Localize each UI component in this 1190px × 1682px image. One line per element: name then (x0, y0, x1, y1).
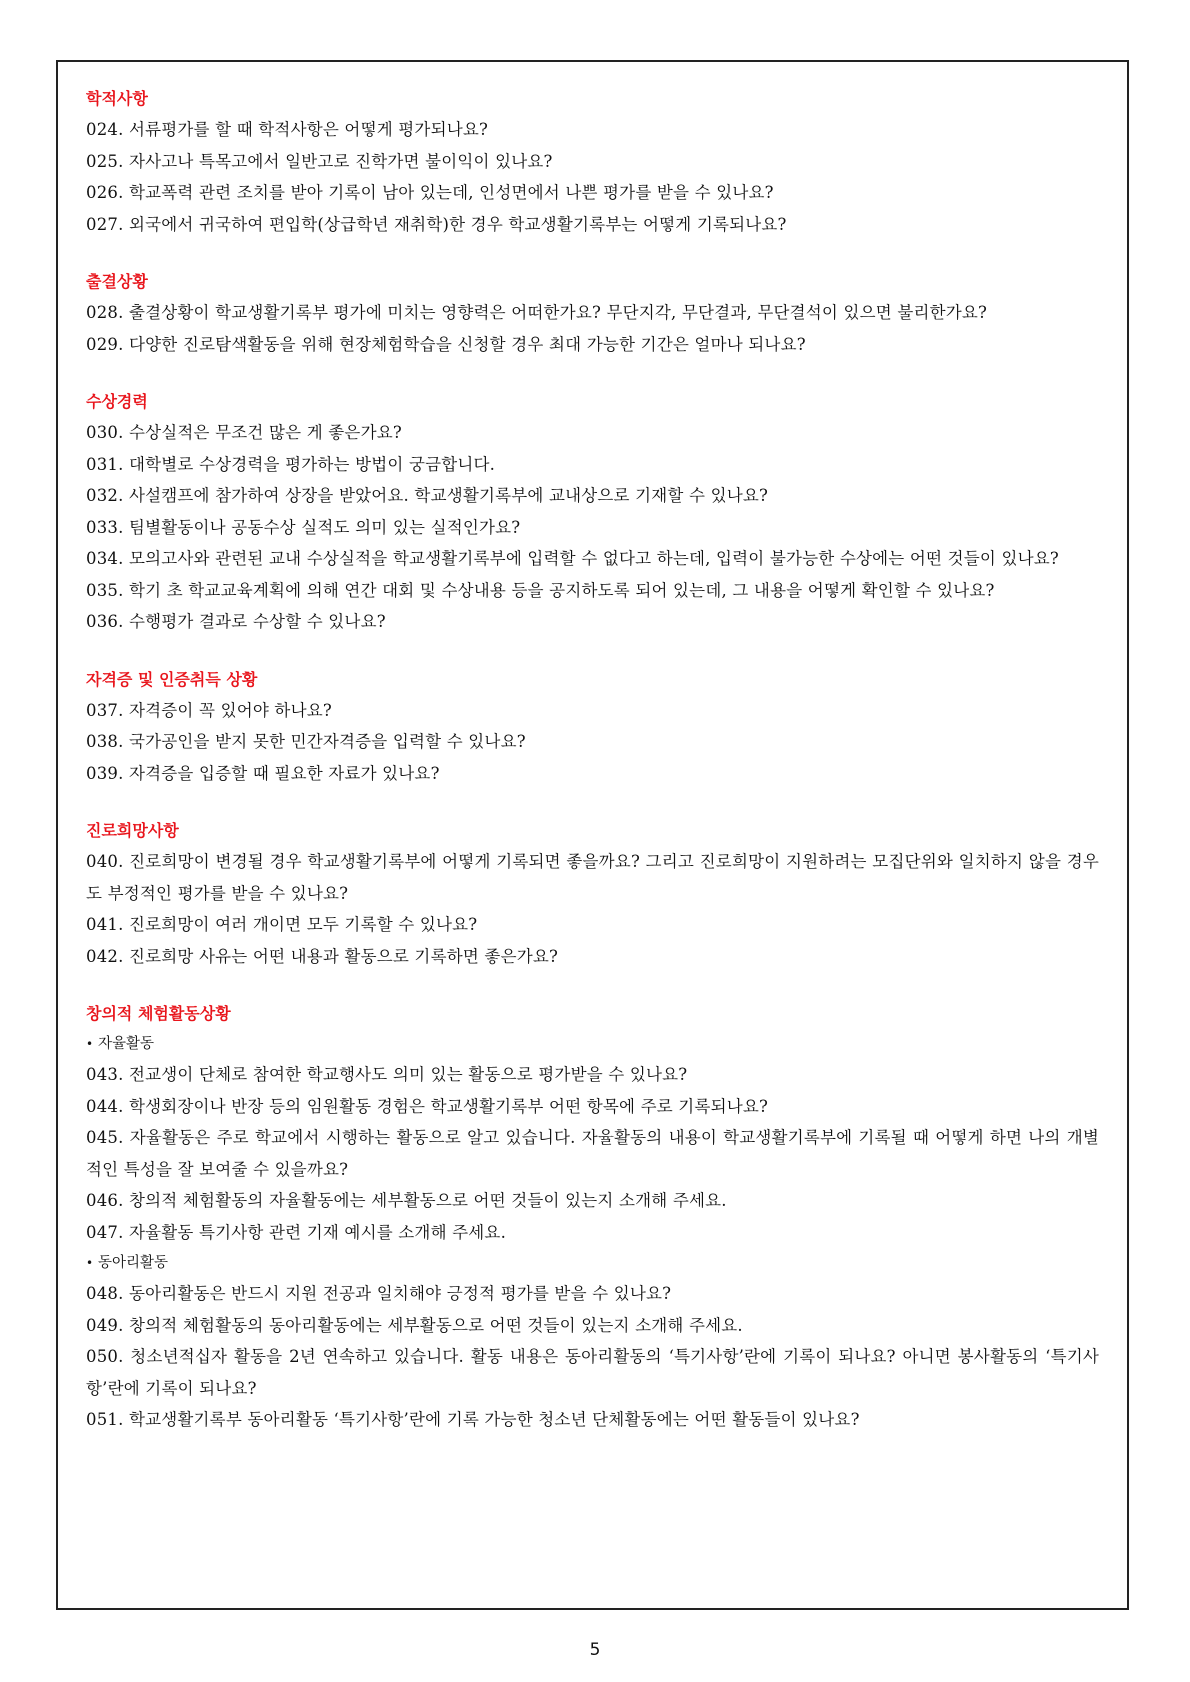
question-item: 039. 자격증을 입증할 때 필요한 자료가 있나요? (86, 763, 440, 783)
question-item: 024. 서류평가를 할 때 학적사항은 어떻게 평가되나요? (86, 120, 489, 139)
question-item: 031. 대학별로 수상경력을 평가하는 방법이 궁금합니다. (86, 454, 496, 474)
question-item: 048. 동아리활동은 반드시 지원 전공과 일치해야 긍정적 평가를 받을 수 있나요? (86, 1284, 672, 1303)
question-item: 043. 전교생이 단체로 참여한 학교행사도 의미 있는 활동으로 평가받을 수 있나요? (86, 1065, 688, 1084)
section-certificates (86, 665, 1099, 790)
question-item: 036. 수행평가 결과로 수상할 수 있나요? (86, 612, 386, 631)
section-title: 수상경력 (86, 392, 148, 411)
section-attendance (86, 267, 1099, 360)
question-item: 050. 청소년적십자 활동을 2년 연속하고 있습니다. 활동 내용은 동아리활동의 ‘특기사항’란에 기록이 되나요? 아니면 봉사활동의 ‘특기사항’란에 기록이 되나요? (86, 1347, 1099, 1398)
question-item: 026. 학교폭력 관련 조치를 받아 기록이 남아 있는데, 인성면에서 나쁜 평가를 받을 수 있나요? (86, 183, 774, 202)
section-awards (86, 387, 1099, 638)
question-item: 040. 진로희망이 변경될 경우 학교생활기록부에 어떻게 기록되면 좋을까요? 그리고 진로희망이 지원하려는 모집단위와 일치하지 않을 경우도 부정적인 평가를 받을 수 있나요? (86, 852, 1099, 903)
section-creative-activities (86, 999, 1099, 1436)
question-item: 028. 출결상황이 학교생활기록부 평가에 미치는 영향력은 어떠한가요? 무단지각, 무단결과, 무단결석이 있으면 불리한가요? (86, 303, 988, 322)
question-item: 030. 수상실적은 무조건 많은 게 좋은가요? (86, 423, 402, 442)
question-item: 042. 진로희망 사유는 어떤 내용과 활동으로 기록하면 좋은가요? (86, 946, 559, 966)
question-item: 027. 외국에서 귀국하여 편입학(상급학년 재취학)한 경우 학교생활기록부는 어떻게 기록되나요? (86, 214, 787, 234)
question-item: 035. 학기 초 학교교육계획에 의해 연간 대회 및 수상내용 등을 공지하도록 되어 있는데, 그 내용을 어떻게 확인할 수 있나요? (86, 580, 995, 600)
question-item: 032. 사설캠프에 참가하여 상장을 받았어요. 학교생활기록부에 교내상으로 기재할 수 있나요? (86, 486, 769, 505)
subsection-heading-autonomous (86, 1029, 1099, 1059)
question-item: 033. 팀별활동이나 공동수상 실적도 의미 있는 실적인가요? (86, 517, 521, 537)
section-academic-record (86, 84, 1099, 240)
question-item: 025. 자사고나 특목고에서 일반고로 진학가면 불이익이 있나요? (86, 151, 553, 171)
section-title: 창의적 체험활동상황 (86, 1004, 231, 1023)
subsection-label: 동아리활동 (98, 1255, 169, 1271)
question-item: 038. 국가공인을 받지 못한 민간자격증을 입력할 수 있나요? (86, 732, 526, 751)
bullet-icon: • (86, 1256, 94, 1270)
section-title: 자격증 및 인증취득 상황 (86, 669, 258, 689)
question-item: 047. 자율활동 특기사항 관련 기재 예시를 소개해 주세요. (86, 1222, 507, 1242)
question-item: 034. 모의고사와 관련된 교내 수상실적을 학교생활기록부에 입력할 수 없다고 하는데, 입력이 불가능한 수상에는 어떤 것들이 있나요? (86, 549, 1059, 568)
question-item: 044. 학생회장이나 반장 등의 임원활동 경험은 학교생활기록부 어떤 항목에 주로 기록되나요? (86, 1096, 769, 1116)
subsection-label: 자율활동 (98, 1036, 155, 1052)
section-career-hopes (86, 816, 1099, 972)
question-item: 051. 학교생활기록부 동아리활동 ‘특기사항’란에 기록 가능한 청소년 단체활동에는 어떤 활동들이 있나요? (86, 1410, 860, 1429)
section-title: 출결상황 (86, 272, 148, 291)
bullet-icon: • (86, 1037, 94, 1051)
section-title: 진로희망사항 (86, 821, 179, 840)
question-item: 046. 창의적 체험활동의 자율활동에는 세부활동으로 어떤 것들이 있는지 소개해 주세요. (86, 1191, 727, 1210)
section-title: 학적사항 (86, 89, 148, 108)
question-item: 045. 자율활동은 주로 학교에서 시행하는 활동으로 알고 있습니다. 자율활동의 내용이 학교생활기록부에 기록될 때 어떻게 하면 나의 개별적인 특성을 잘 보여줄 수 있을까요? (86, 1128, 1099, 1179)
question-item: 041. 진로희망이 여러 개이면 모두 기록할 수 있나요? (86, 915, 478, 934)
question-item: 037. 자격증이 꼭 있어야 하나요? (86, 700, 332, 720)
subsection-heading-club (86, 1248, 1099, 1278)
page-number: 5 (589, 1640, 601, 1660)
question-item: 029. 다양한 진로탐색활동을 위해 현장체험학습을 신청할 경우 최대 가능한 기간은 얼마나 되나요? (86, 334, 806, 354)
question-item: 049. 창의적 체험활동의 동아리활동에는 세부활동으로 어떤 것들이 있는지 소개해 주세요. (86, 1315, 743, 1335)
content-frame (56, 60, 1129, 1610)
